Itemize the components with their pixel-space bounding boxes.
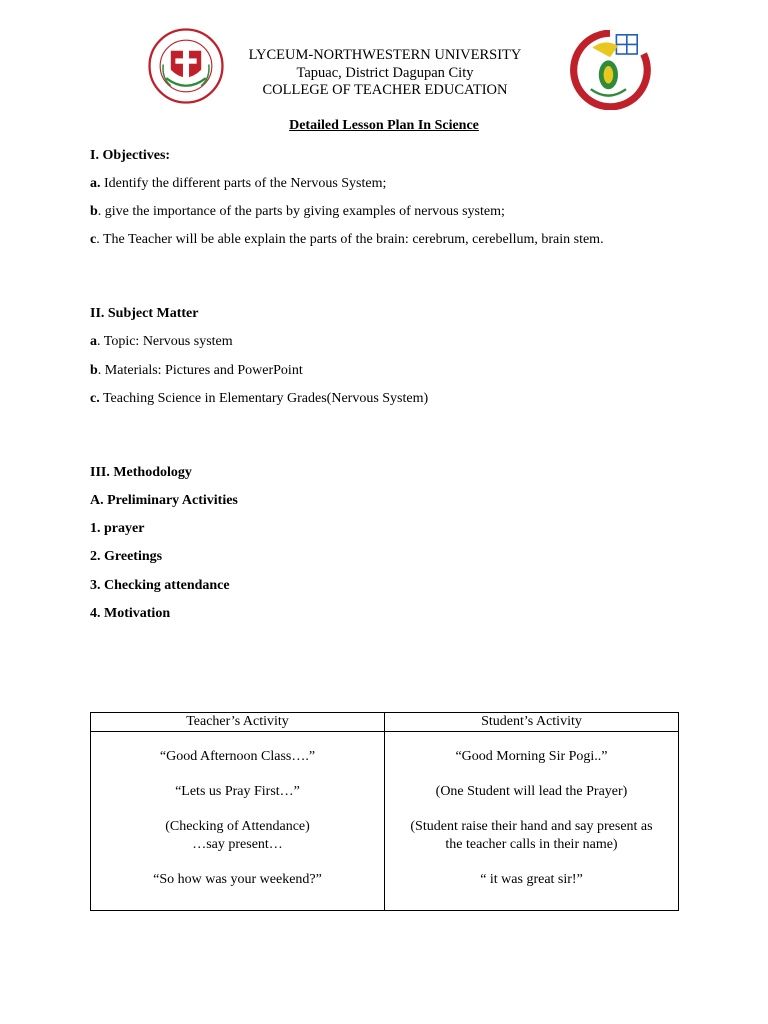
activity-step: 1. prayer	[90, 521, 145, 536]
subject-matter-marker: a	[90, 334, 97, 349]
objectives-heading: I. Objectives:	[90, 148, 171, 163]
teacher-line: “Good Afternoon Class….”	[159, 749, 316, 764]
objective-item	[90, 232, 604, 248]
subject-matter-item	[90, 363, 303, 379]
student-activity-cell	[385, 732, 679, 911]
objective-text: . give the importance of the parts by giving examples of nervous system;	[97, 204, 505, 219]
teacher-line	[101, 818, 374, 854]
teacher-activity-header: Teacher’s Activity	[91, 713, 385, 732]
methodology-heading: III. Methodology	[90, 465, 192, 480]
activity-table	[90, 712, 679, 911]
teacher-line: “So how was your weekend?”	[153, 872, 322, 887]
student-line-part: (Student raise their hand and say present as	[410, 819, 653, 834]
objective-item	[90, 176, 386, 192]
subject-matter-item	[90, 391, 428, 407]
student-line-part: the teacher calls in their name)	[445, 837, 618, 852]
teacher-line-part: …say present…	[192, 837, 283, 852]
objective-marker: b	[90, 204, 98, 219]
objective-marker: c	[90, 232, 97, 247]
teacher-activity-cell	[91, 732, 385, 911]
subject-matter-text: . Topic: Nervous system	[97, 334, 233, 349]
objective-marker: a.	[90, 176, 101, 191]
student-line	[395, 818, 668, 854]
document-title	[0, 118, 768, 134]
university-address: Tapuac, District Dagupan City	[296, 65, 474, 81]
objective-text: . The Teacher will be able explain the parts of the brain: cerebrum, cerebellum, brain stem.	[96, 232, 604, 247]
college-seal-logo	[568, 30, 652, 110]
activity-step: 3. Checking attendance	[90, 578, 230, 593]
subject-matter-marker: c.	[90, 391, 100, 406]
subject-matter-marker: b	[90, 363, 98, 378]
table-header-row	[91, 713, 679, 732]
student-activity-header: Student’s Activity	[385, 713, 679, 732]
subject-matter-text: . Materials: Pictures and PowerPoint	[97, 363, 303, 378]
activity-step: 4. Motivation	[90, 606, 171, 621]
objective-text: Identify the different parts of the Nervous System;	[100, 176, 387, 191]
university-name: LYCEUM-NORTHWESTERN UNIVERSITY	[248, 47, 522, 63]
college-name: COLLEGE OF TEACHER EDUCATION	[262, 82, 508, 98]
student-line: (One Student will lead the Prayer)	[435, 784, 628, 799]
student-line: “Good Morning Sir Pogi..”	[455, 749, 608, 764]
subject-matter-text: Teaching Science in Elementary Grades(Nervous System)	[99, 391, 429, 406]
activity-step: 2. Greetings	[90, 549, 163, 564]
subject-matter-item	[90, 334, 233, 350]
subject-matter-heading: II. Subject Matter	[90, 306, 199, 321]
preliminary-activities-heading: A. Preliminary Activities	[90, 493, 238, 508]
teacher-line-part: (Checking of Attendance)	[165, 819, 310, 834]
objective-item	[90, 204, 505, 220]
document-title-text: Detailed Lesson Plan In Science	[289, 118, 479, 133]
student-line: “ it was great sir!”	[480, 872, 583, 887]
teacher-line: “Lets us Pray First…”	[175, 784, 300, 799]
table-row	[91, 732, 679, 911]
